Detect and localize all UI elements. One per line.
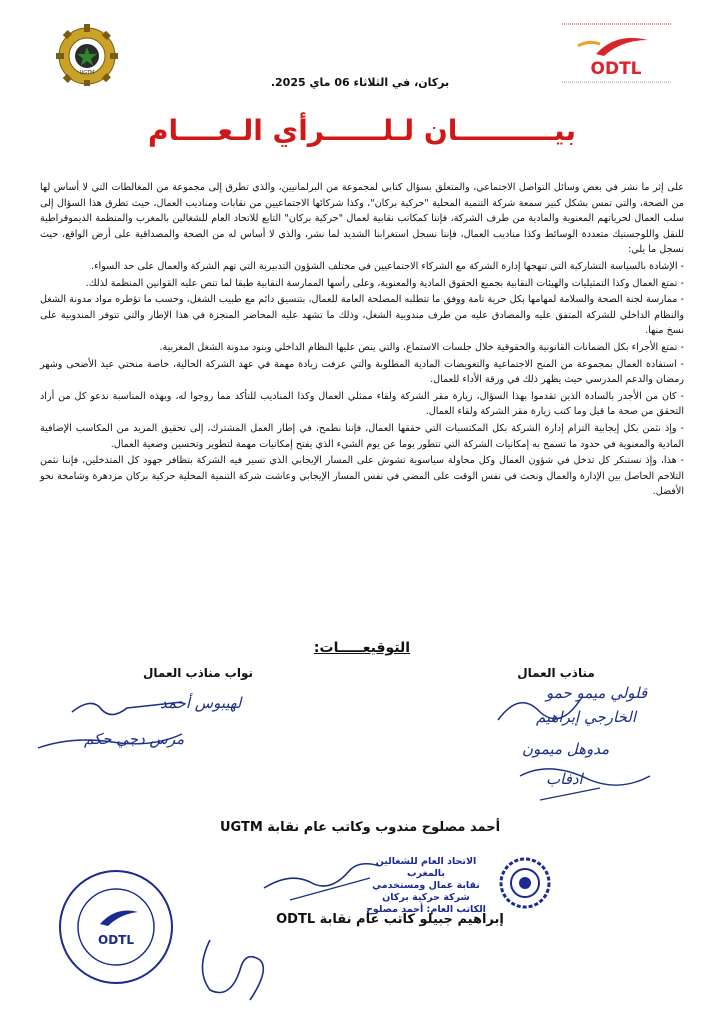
odtl-stamp-text: ODTL [98,933,134,947]
ugtm-logo-text: UGTM [79,70,95,76]
odtl-stamp [56,862,176,992]
stamp-line: شركة حركية بركان [382,892,470,903]
intro-paragraph: على إثر ما نشر في بعض وسائل التواصل الاجتماعي، والمتعلق بسؤال كتابي لمجموعة من البرلمانيين، والذي تطرق إلى مجموعة من المغالطات التي لا أساس لها من الصحة، والتي تمس بشكل كبير سمعة شركة التنمية المحلية "حركية بركان"، وكذا شركائها الاجتماعيين من نقابات ومناديب العمال، حيث تطرق هذا السؤال إلى سلب العمال لحرياتهم المعنوية والمادية من طرف الشركة، فإننا كمكاتب نقابية لعمال "حركية بركان" التابع للاتحاد العام للشغالين بالمغرب والمنظمة الديموقراطية للنقل واللوجستيك متعددة الوسائط وكذا مناديب العمال، فإننا نسجل استغرابنا الشديد لما نشر، والذي لا أساس له من الصحة والمصداقية على أرض الواقع، حيث نسجل ما يلي: [40,182,684,256]
odtl-logo-text: ODTL [590,59,642,79]
right-signature-name: قلولي ميمو حمو [546,684,648,702]
point-paragraph: - استفادة العمال بمجموعة من المنح الاجتماعية والتعويضات المادية المطلوبة والتي عرفت زيادة مهمة في عهد الشركة الحالية، خاصة منحتي عيد الأضحى وشهر رمضان والدعم المدرسي حيث يظهر ذلك في ورقة الأداء للعمال. [40,358,684,386]
point-paragraph: - الإشادة بالسياسة التشاركية التي تنهجها إدارة الشركة مع الشركاء الاجتماعيين في مختلف الشؤون التدبيرية التي تهم الشركة والعمال على حد السواء. [90,260,684,272]
stamp-line: الاتحاد العام للشغالين بالمغرب [375,856,477,879]
closing-paragraph: - هذا، وإذ نستنكر كل تدخل في شؤون العمال وكل محاولة سياسوية تشوش على المسار الإيجابي الذي تسير فيه الشركة بتظافر جهود كل المتدخلين، فإننا نثمن التلاحم الحاصل بين الإدارة والعمال ونحث في نفس الوقت على المضي في نفس المسار الإيجابي وعاشت شركة التنمية المحلية حركية بركان مزدهرة وشامخة نحو الأفضل. [40,455,684,498]
stamp-line: الكاتب العام: أحمد مصلوح [366,904,486,915]
ugtm-representative-line: أحمد مصلوح مندوب وكاتب عام نقابة UGTM [219,820,501,835]
point-paragraph: - وإذ نثمن بكل إيجابية التزام إدارة الشركة بكل المكتسبات التي حققها العمال، فإننا نطمح، في إطار العمل المشترك، إلى تحقيق المزيد من المكاسب الإضافية المادية والمعنوية في حدود ما تسمح به إمكانيات الشركة التي تتطور يوما عن يوم الشيء الذي يفتح إمكانيات مهمة لتطوير وتحسين وضعية العمال. [40,422,684,450]
right-signature-name: الخارجي إبراهيم [536,708,636,726]
document-date: بركان، في الثلاثاء 06 ماي 2025. [270,76,450,89]
point-paragraph: - ممارسة لجنة الصحة والسلامة لمهامها بكل حرية تامة ووفق ما تتطلبه المصلحة العامة للعمال، بتنسيق دائم مع طبيب الشغل، وحسب ما تؤطره مواد مدونة الشغل والنظام الداخلي للشركة المتفق عليه والمصادق عليه من طرف مندوبية الشغل، وذلك ما تشهد عليه المحاضر المنجزة في هذا الإطار والتي تتوفر المندوبية على نسخ منها. [40,294,684,337]
point-paragraph: - تمتع الأجراء بكل الضمانات القانونية والحقوقية خلال جلسات الاستماع، والتي ينص عليها النظام الداخلي وبنود مدونة الشغل المغربية. [159,341,684,353]
left-signature-name: لهيبوس أحمد [160,694,242,712]
delegates-label: مناذب العمال [517,666,595,680]
point-paragraph: - كان من الأجدر بالسادة الذين تقدموا بهذا السؤال، زيارة مقر الشركة ولقاء ممثلي العمال وكذا المناديب للتأكد مما روجوا له، وبهذه المناسبة ندعو كل من أراد التحقق من صحة ما قيل وما كتب زيارة مقر الشركة ولقاء العمال. [40,390,684,418]
right-signature-name: ادفاب [546,770,583,788]
odtl-signature-strokes [190,930,280,1010]
odtl-logo [556,18,676,88]
deputy-delegates-label: نواب مناذب العمال [143,666,253,680]
signatures-heading: التوقيعـــــات: [313,640,411,656]
document-body [40,180,684,501]
odtl-representative-line: إبراهيم جبيلو كاتب عام نقابة ODTL [276,912,504,927]
right-signature-name: مدوهل ميمون [522,740,610,758]
ugtm-signature-strokes [260,852,390,912]
point-paragraph: - تمتع العمال وكذا التمثيليات والهيئات النقابية بجميع الحقوق المادية والمعنوية، وعلى رأسها الممارسة النقابية طبقا لما تنص عليه القوانين المنظمة لذلك. [85,277,684,289]
document-title: بيــــــــــان لـلــــــرأي الـعــــام [148,114,576,147]
stamp-line: نقابة عمال ومستخدمي [372,880,480,891]
ugtm-stamp-emblem [495,848,555,918]
left-signature-name: مرس دجي حكم [84,730,185,748]
ugtm-logo [52,18,122,88]
